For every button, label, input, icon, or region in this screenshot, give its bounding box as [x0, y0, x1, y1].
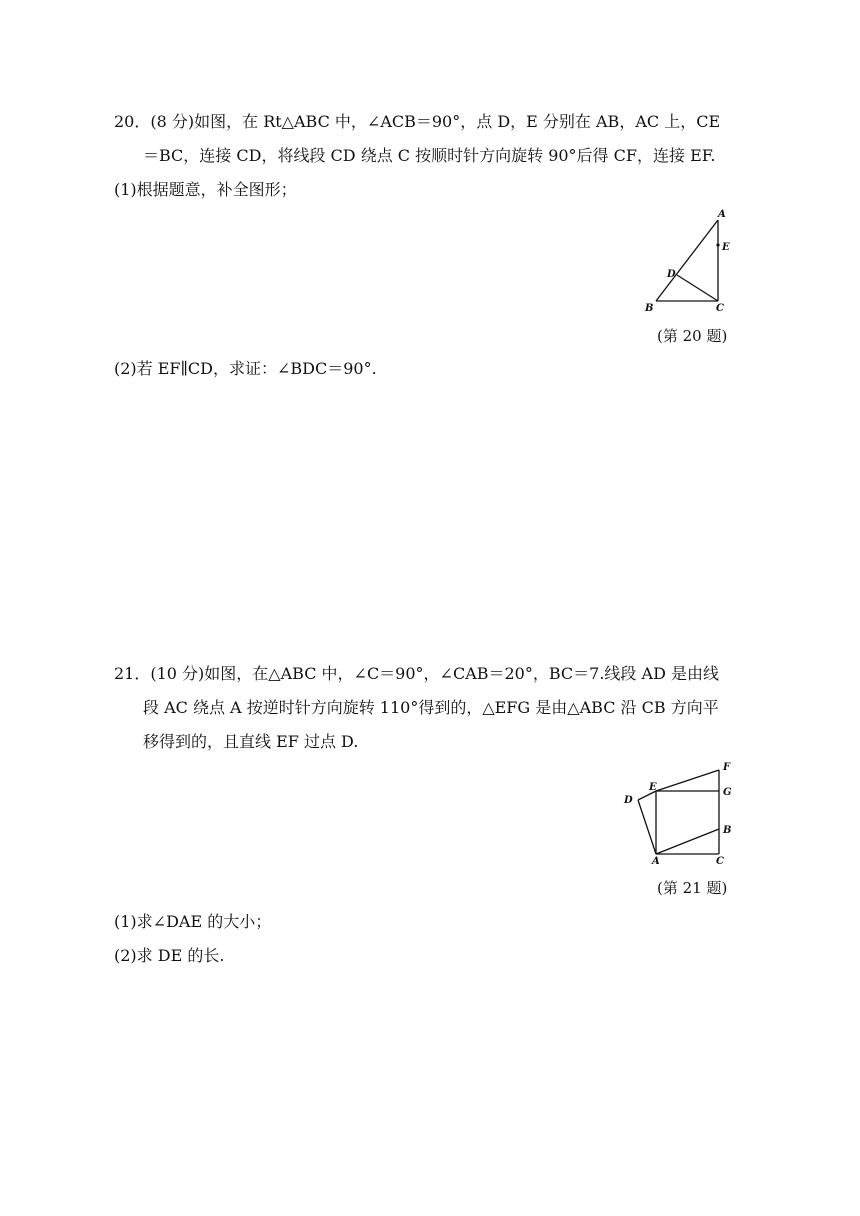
q20-label-e: E [722, 242, 730, 253]
q21-label-b: B [723, 825, 732, 836]
q20-point-e [716, 243, 719, 246]
q21-figure-caption: (第 21 题) [657, 879, 728, 897]
q21-figure [620, 760, 740, 870]
q20-label-d: D [667, 269, 676, 280]
q21-line-1: 21．(10 分)如图，在△ABC 中，∠C＝90°，∠CAB＝20°，BC＝7.线段 AD 是由线 [114, 664, 719, 683]
q20-side-ab [656, 220, 718, 301]
q21-segment-ad [638, 800, 656, 854]
q21-label-e: E [649, 782, 657, 793]
q21-part-2: (2)求 DE 的长. [114, 946, 225, 965]
q21-line-3: 移得到的，且直线 EF 过点 D. [143, 732, 359, 751]
q21-label-c: C [716, 856, 724, 867]
q20-label-a: A [718, 209, 726, 220]
q20-part-1: (1)根据题意，补全图形； [114, 180, 297, 199]
q21-label-d: D [624, 795, 633, 806]
q21-label-f: F [723, 762, 731, 773]
q21-label-g: G [723, 787, 732, 798]
q21-side-ab [656, 829, 719, 854]
q21-line-2: 段 AC 绕点 A 按逆时针方向旋转 110°得到的，△EFG 是由△ABC 沿 CB 方向平 [143, 698, 719, 717]
q21-label-a: A [652, 856, 660, 867]
q21-side-ef [656, 770, 719, 791]
q20-line-1: 20．(8 分)如图，在 Rt△ABC 中，∠ACB＝90°，点 D，E 分别在 AB，AC 上，CE [114, 112, 721, 131]
q20-figure-caption: (第 20 题) [657, 327, 728, 345]
q20-segment-cd [677, 275, 718, 301]
q20-figure [640, 205, 740, 315]
q21-part-1: (1)求∠DAE 的大小； [114, 912, 272, 931]
q20-label-c: C [716, 303, 724, 314]
q20-part-2: (2)若 EF∥CD，求证：∠BDC＝90°. [114, 359, 377, 378]
q20-line-2: ＝BC，连接 CD，将线段 CD 绕点 C 按顺时针方向旋转 90°后得 CF，连接 EF. [143, 146, 716, 165]
q20-label-b: B [645, 303, 654, 314]
